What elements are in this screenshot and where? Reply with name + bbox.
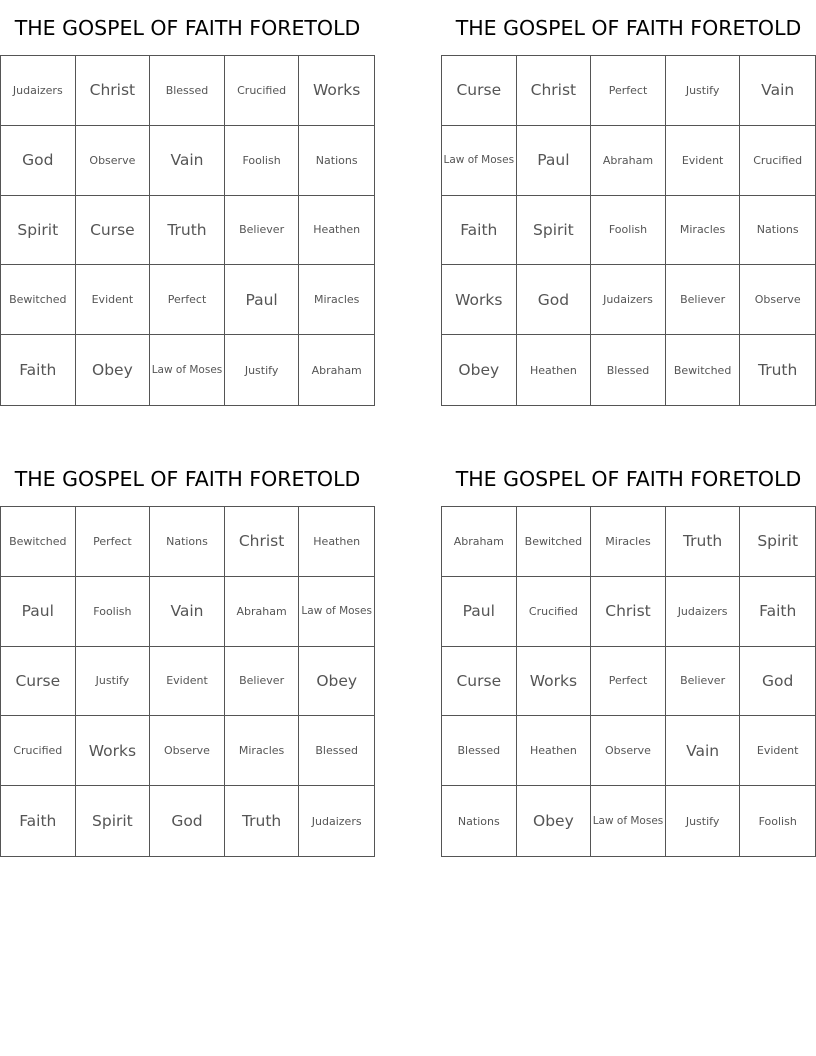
bingo-grid (0, 55, 375, 406)
bingo-cell: God (150, 786, 225, 856)
bingo-cell: Truth (758, 361, 798, 380)
bingo-cell: Nations (299, 126, 374, 196)
bingo-cell: Obey (76, 335, 151, 405)
bingo-cell: Curse (442, 647, 517, 717)
bingo-cell: Evident (740, 716, 815, 786)
bingo-cell: Heathen (299, 196, 374, 266)
bingo-cell: Christ (225, 507, 300, 577)
bingo-cell: Foolish (225, 126, 300, 196)
bingo-cell: Nations (442, 786, 517, 856)
bingo-cell: Nations (740, 196, 815, 266)
bingo-cell: Law of Moses (442, 126, 517, 196)
bingo-cell: Spirit (76, 786, 151, 856)
bingo-cell: Bewitched (517, 507, 592, 577)
bingo-cell: Observe (591, 716, 666, 786)
bingo-cell: Law of Moses (591, 786, 666, 856)
bingo-cell: Crucified (225, 56, 300, 126)
bingo-cell: Observe (76, 126, 151, 196)
bingo-cell: Paul (517, 126, 592, 196)
bingo-cell: Miracles (591, 507, 666, 577)
bingo-cell: Miracles (225, 716, 300, 786)
bingo-cell: Believer (225, 196, 300, 266)
bingo-grid (0, 506, 375, 857)
bingo-cell: Paul (1, 577, 76, 647)
bingo-cell: Abraham (311, 363, 362, 377)
bingo-cell: Law of Moses (299, 577, 374, 647)
bingo-cell: Heathen (299, 507, 374, 577)
bingo-cell: Curse (442, 56, 517, 126)
bingo-cell: Paul (225, 265, 300, 335)
bingo-cell: Observe (740, 265, 815, 335)
bingo-cell: Foolish (76, 577, 151, 647)
bingo-cell: Judaizers (1, 56, 76, 126)
bingo-cell: Foolish (591, 196, 666, 266)
bingo-cell: Works (76, 716, 151, 786)
bingo-cell: Vain (666, 716, 741, 786)
bingo-cell: Perfect (591, 647, 666, 717)
card-title: THE GOSPEL OF FAITH FORETOLD (455, 16, 802, 40)
bingo-cell: Believer (666, 265, 741, 335)
bingo-cell: Christ (517, 56, 592, 126)
card-title: THE GOSPEL OF FAITH FORETOLD (14, 467, 361, 491)
bingo-cell: Justify (225, 335, 300, 405)
bingo-cell: Obey (517, 786, 592, 856)
bingo-cell: Justify (666, 786, 741, 856)
bingo-cell: Heathen (517, 335, 592, 405)
bingo-cell: Blessed (442, 716, 517, 786)
bingo-cell: Faith (442, 196, 517, 266)
bingo-cell: Believer (225, 647, 300, 717)
card-title: THE GOSPEL OF FAITH FORETOLD (455, 467, 802, 491)
bingo-cell: Works (299, 56, 374, 126)
bingo-cell: Evident (666, 126, 741, 196)
bingo-grid (441, 506, 816, 857)
bingo-cell: Justify (76, 647, 151, 717)
bingo-grid (441, 55, 816, 406)
bingo-cell: God (740, 647, 815, 717)
bingo-cell: Perfect (591, 56, 666, 126)
bingo-cell: Works (517, 647, 592, 717)
bingo-cell: Miracles (299, 265, 374, 335)
bingo-cell: Blessed (299, 716, 374, 786)
bingo-cell: Vain (150, 577, 225, 647)
bingo-cell: Truth (225, 786, 300, 856)
bingo-cell: Believer (666, 647, 741, 717)
bingo-cell: Christ (591, 577, 666, 647)
bingo-cell: God (517, 265, 592, 335)
bingo-cell: Nations (150, 507, 225, 577)
bingo-cell: Spirit (517, 196, 592, 266)
bingo-cell: Truth (666, 507, 741, 577)
bingo-cell: Bewitched (1, 507, 76, 577)
bingo-cell: Perfect (76, 507, 151, 577)
bingo-cell: Abraham (225, 577, 300, 647)
bingo-cell: Vain (150, 126, 225, 196)
bingo-cell: Foolish (758, 814, 797, 828)
bingo-cell: Bewitched (1, 265, 76, 335)
bingo-cell: Judaizers (591, 265, 666, 335)
bingo-cell: Obey (299, 647, 374, 717)
bingo-cell: Faith (1, 335, 76, 405)
bingo-cell: Perfect (150, 265, 225, 335)
bingo-cell: Obey (442, 335, 517, 405)
bingo-cell: Spirit (740, 507, 815, 577)
bingo-cell: Judaizers (311, 814, 362, 828)
bingo-cell: Paul (442, 577, 517, 647)
bingo-cell: Judaizers (666, 577, 741, 647)
bingo-cell: Faith (740, 577, 815, 647)
bingo-cell: Blessed (591, 335, 666, 405)
bingo-cell: Crucified (740, 126, 815, 196)
bingo-cell: Miracles (666, 196, 741, 266)
bingo-cell: Curse (1, 647, 76, 717)
bingo-cell: Blessed (150, 56, 225, 126)
bingo-cell: God (1, 126, 76, 196)
bingo-cell: Vain (740, 56, 815, 126)
bingo-cell: Crucified (1, 716, 76, 786)
bingo-cell: Bewitched (666, 335, 741, 405)
bingo-cell: Faith (1, 786, 76, 856)
bingo-cell: Law of Moses (150, 335, 225, 405)
bingo-cell: Evident (76, 265, 151, 335)
bingo-cell: Justify (666, 56, 741, 126)
bingo-cell: Evident (150, 647, 225, 717)
bingo-cell: Abraham (442, 507, 517, 577)
bingo-cell: Curse (76, 196, 151, 266)
bingo-cell: Spirit (1, 196, 76, 266)
bingo-cell: Abraham (591, 126, 666, 196)
bingo-cell: Heathen (517, 716, 592, 786)
bingo-cell: Truth (150, 196, 225, 266)
card-title: THE GOSPEL OF FAITH FORETOLD (14, 16, 361, 40)
bingo-cell: Christ (76, 56, 151, 126)
bingo-cell: Works (442, 265, 517, 335)
bingo-cell: Observe (150, 716, 225, 786)
bingo-cell: Crucified (517, 577, 592, 647)
